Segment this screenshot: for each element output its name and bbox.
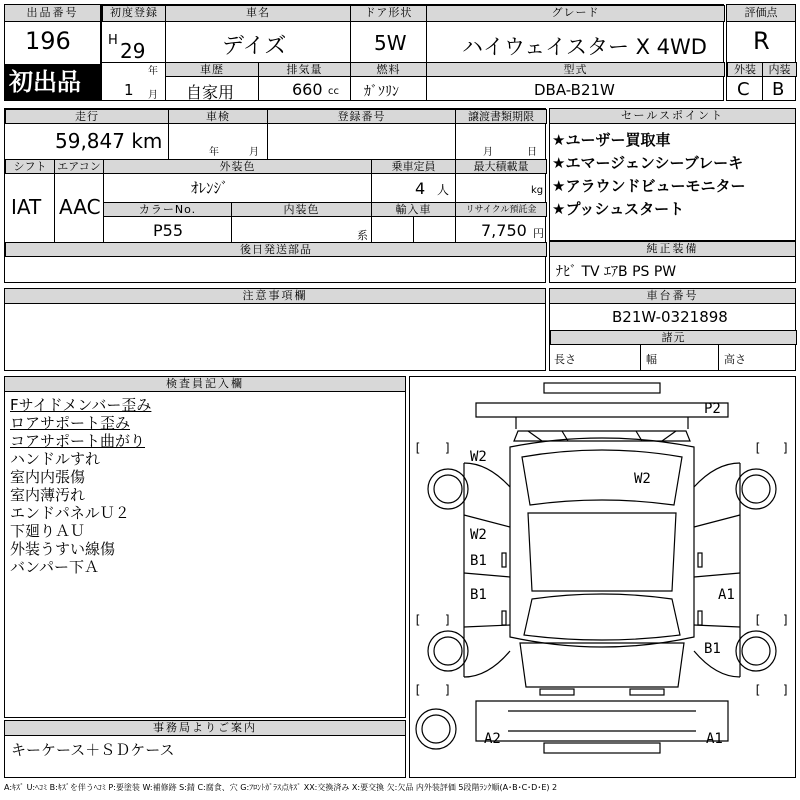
mark-a1-bottom-right: A1 [706, 731, 723, 747]
fuel: ｶﾞｿﾘﾝ [364, 84, 399, 100]
header-table [101, 4, 724, 101]
inspector-title: 検査員記入欄 [5, 377, 405, 392]
recycle-unit: 円 [533, 227, 544, 240]
fuel-label: 燃料 [350, 62, 427, 77]
capacity: 4 [415, 179, 426, 198]
reg-year: 29 [120, 39, 146, 63]
bracket-right-mid-open: [ [754, 613, 762, 627]
equipment-value: ﾅﾋﾞ TV ｴｱB PS PW [556, 264, 677, 280]
year-unit: 年 [148, 66, 158, 77]
front-bumper-strip [544, 383, 660, 393]
office-box [4, 720, 406, 778]
capacity-label: 乗車定員 [371, 159, 456, 174]
model-label: 型式 [426, 62, 725, 77]
int-color-unit: 系 [357, 229, 368, 242]
inspector-box [4, 376, 406, 718]
roof [528, 513, 676, 591]
int-color-label: 内装色 [231, 202, 372, 217]
bracket-right-front-open: [ [754, 441, 762, 455]
transfer-label: 譲渡書類期限 [455, 109, 547, 124]
inspector-line: 室内内張傷 [10, 468, 86, 486]
import-label: 輸入車 [371, 202, 456, 217]
load-unit: kg [531, 185, 544, 196]
sales-point-3: ★アラウンドビューモニター [552, 177, 746, 195]
grade: ハイウェイスター X 4WD [462, 35, 707, 59]
model: DBA-B21W [534, 81, 615, 99]
mark-w2-top: W2 [470, 449, 487, 465]
mileage-label: 走行 [5, 109, 169, 124]
height-label: 高さ [724, 353, 746, 366]
score-box [726, 4, 796, 101]
inspector-line: 外装うすい線傷 [10, 540, 116, 558]
ext-color-label: 外装色 [103, 159, 372, 174]
reg-month: 1 [124, 81, 134, 99]
displacement-unit: cc [328, 86, 339, 97]
notes-box [4, 288, 546, 371]
era: H [108, 33, 118, 48]
score-label: 評価点 [727, 5, 795, 22]
bracket-left-rear-open: [ [414, 683, 422, 697]
transfer-day: 日 [527, 147, 537, 158]
exterior-score: C [737, 79, 750, 100]
history: 自家用 [186, 83, 235, 102]
bracket-right-rear-open: [ [754, 683, 762, 697]
bracket-right-mid-close: ] [782, 613, 790, 627]
color-no-label: カラーNo. [103, 202, 232, 217]
equipment-title: 純正装備 [550, 242, 795, 257]
equipment-box [549, 241, 796, 283]
interior-score: B [772, 79, 785, 100]
notes-title: 注意事項欄 [5, 289, 545, 304]
inspector-line: ハンドルすれ [10, 450, 101, 468]
shift: IAT [11, 195, 42, 219]
bracket-left-rear-close: ] [444, 683, 452, 697]
recycle-label: リサイクル預託金 [455, 202, 547, 217]
transfer-month: 月 [483, 147, 493, 158]
mark-w2-right: W2 [634, 471, 651, 487]
grade-label: グレード [426, 5, 725, 22]
length-label: 長さ [554, 353, 576, 366]
displacement-label: 排気量 [258, 62, 351, 77]
insp-month-unit: 月 [249, 147, 259, 158]
bracket-left-front-open: [ [414, 441, 422, 455]
lot-number: 196 [25, 27, 71, 55]
ac: AAC [59, 195, 101, 219]
capacity-unit: 人 [437, 183, 450, 197]
reg-no-label: 登録番号 [267, 109, 456, 124]
later-parts-label: 後日発送部品 [5, 242, 547, 257]
first-reg-label: 初度登録 [102, 5, 166, 22]
mark-p2: P2 [704, 401, 721, 417]
body-outline [510, 438, 694, 647]
car-name-label: 車名 [165, 5, 351, 22]
color-no: P55 [153, 221, 184, 240]
office-title: 事務局よりご案内 [5, 721, 405, 736]
load-label: 最大積載量 [455, 159, 547, 174]
chassis-box [549, 288, 796, 371]
lot-box [4, 4, 101, 101]
bracket-left-mid-open: [ [414, 613, 422, 627]
front-bumper [476, 403, 728, 417]
inspector-line: バンパー下Ａ [10, 558, 99, 576]
inspector-line: ロアサポート歪み [10, 414, 131, 432]
inspection-label: 車検 [168, 109, 268, 124]
ac-label: エアコン [54, 159, 104, 174]
width-label: 幅 [646, 353, 657, 366]
bracket-right-rear-close: ] [782, 683, 790, 697]
mileage: 59,847 km [55, 129, 163, 153]
month-unit: 月 [148, 90, 158, 101]
door-handle-right-rear [698, 611, 702, 625]
exterior-label: 外装 [727, 62, 763, 77]
bracket-left-mid-close: ] [444, 613, 452, 627]
history-label: 車歴 [165, 62, 259, 77]
office-note: キーケース＋ＳＤケース [11, 741, 175, 759]
chassis-number: B21W-0321898 [612, 308, 728, 326]
inspector-line: 室内薄汚れ [10, 486, 86, 504]
mark-b1-b: B1 [470, 587, 487, 603]
windshield [522, 450, 682, 505]
spec-title: 諸元 [550, 330, 797, 345]
tailgate [520, 643, 684, 687]
car-outline-diagram [410, 377, 795, 777]
recycle-fee: 7,750 [481, 221, 527, 240]
bracket-left-front-close: ] [444, 441, 452, 455]
displacement: 660 [292, 80, 323, 99]
interior-label: 内装 [762, 62, 797, 77]
door-handle-left-rear [502, 611, 506, 625]
first-listing-text: 初出品 [9, 68, 81, 96]
mark-a2-bottom-left: A2 [484, 731, 501, 747]
sales-points-box [549, 108, 796, 241]
door-handle-left-front [502, 553, 506, 567]
rear-window [524, 594, 680, 640]
mark-b1-a: B1 [470, 553, 487, 569]
inspector-lines [10, 396, 151, 576]
inspector-line: 下廻りＡＵ [10, 522, 86, 540]
lot-number-label: 出品番号 [5, 5, 100, 22]
inspector-line: エンドパネルＵ２ [10, 504, 130, 522]
door-label: ドア形状 [350, 5, 427, 22]
shift-label: シフト [5, 159, 55, 174]
legend: A:ｷｽﾞ U:ﾍｺﾐ B:ｷｽﾞを伴うﾍｺﾐ P:要塗装 W:補修跡 S:錆 C:腐食、穴 G:ﾌﾛﾝﾄｶﾞﾗｽ点ｷｽﾞ XX:交換済み X:要交換 欠:欠品 内外装評価 5段階ﾗﾝｸ順(A･B･C･D･E) 2 [4, 783, 558, 792]
ext-color: ｵﾚﾝｼﾞ [191, 179, 229, 197]
sales-point-2: ★エマージェンシーブレーキ [552, 154, 744, 172]
sales-point-4: ★プッシュスタート [552, 200, 685, 218]
mark-a1-right: A1 [718, 587, 735, 603]
chassis-title: 車台番号 [550, 289, 795, 304]
inspector-line: Fサイドメンバー歪み [10, 396, 152, 414]
sales-point-1: ★ユーザー買取車 [552, 131, 671, 149]
sales-points-title: セールスポイント [550, 109, 795, 124]
inspector-line: コアサポート曲がり [10, 432, 146, 450]
door-type: 5W [374, 31, 407, 55]
mark-b1-c: B1 [704, 641, 721, 657]
mark-w2-mid: W2 [470, 527, 487, 543]
rear-bumper-strip [544, 743, 660, 753]
car-name: デイズ [222, 34, 287, 59]
score: R [753, 27, 770, 55]
rear-bumper [476, 701, 728, 741]
insp-year-unit: 年 [209, 147, 219, 158]
vehicle-detail-table [4, 108, 546, 283]
door-handle-right-front [698, 553, 702, 567]
damage-diagram [409, 376, 796, 778]
bracket-right-front-close: ] [782, 441, 790, 455]
